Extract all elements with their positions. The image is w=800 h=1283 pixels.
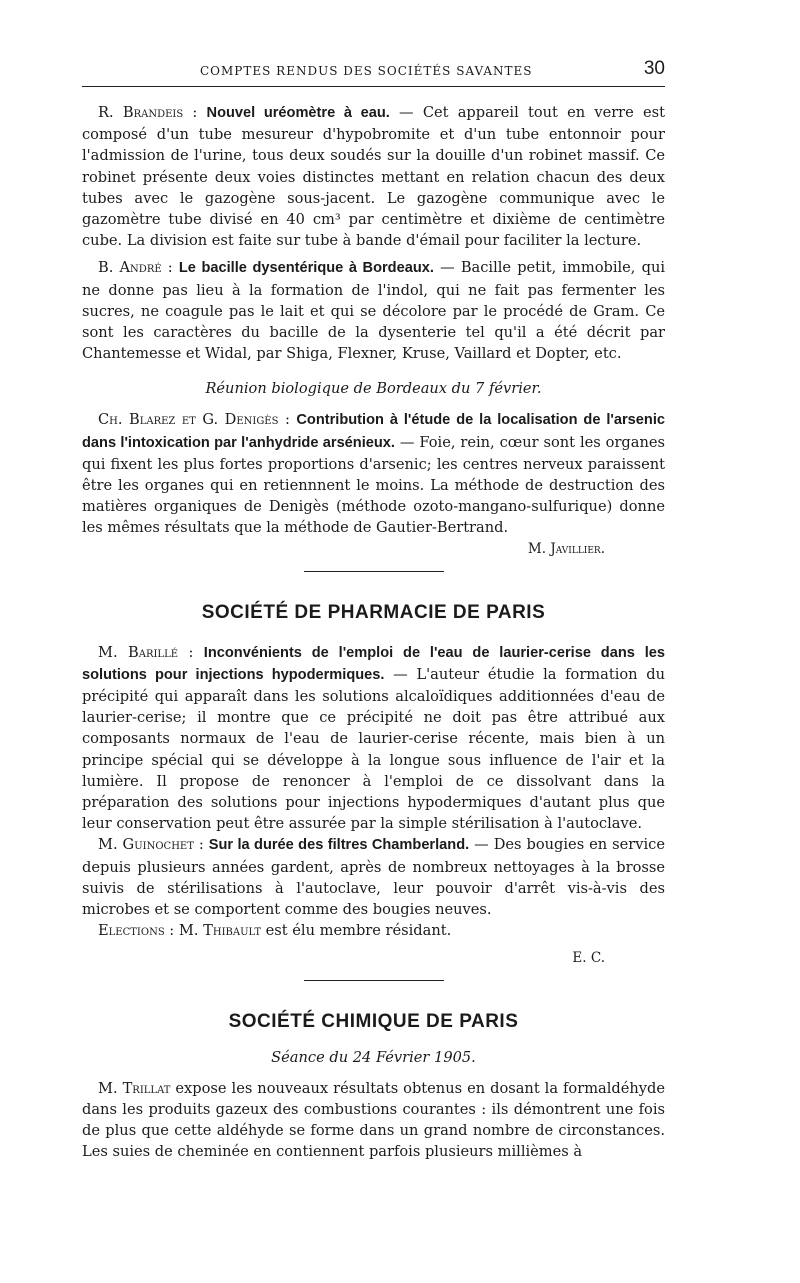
article-title: Inconvénients de l'emploi de l'eau de laurier-cerise dans les solutions pour injections hypodermiques. [82, 644, 665, 683]
author: Ch. Blarez et G. Denigès : [98, 411, 290, 429]
signature: E. C. [572, 949, 605, 966]
paragraph-text: — Des bougies en service depuis plusieurs années gardent, après de nombreux nettoyages à la brosse suivis de stérilisations à l'autoclave, leur pouvoir d'arrêt vis-à-vis des microbes et se comportent comme des bougies neuves. [82, 836, 665, 919]
divider [304, 571, 444, 572]
text: est élu membre résidant. [261, 922, 452, 940]
author: M. Trillat [98, 1079, 171, 1097]
paragraph-guinochet [82, 834, 665, 920]
author: B. André : [98, 259, 173, 277]
paragraph-trillat [82, 1078, 665, 1163]
page-header [82, 60, 665, 87]
author: M. Guinochet : [98, 836, 204, 854]
article-title: Sur la durée des filtres Chamberland. [208, 837, 470, 854]
meeting-heading: Séance du 24 Février 1905. [271, 1048, 476, 1066]
section-title: SOCIÉTÉ DE PHARMACIE DE PARIS [201, 601, 546, 623]
label: Elections : [98, 922, 175, 940]
author: M. Barillé : [98, 643, 194, 661]
paragraph-brandeis [82, 102, 665, 251]
name: Thibault [203, 922, 262, 940]
text: M. [174, 922, 204, 940]
meeting-heading: Réunion biologique de Bordeaux du 7 février. [205, 380, 542, 398]
page-number: 30 [643, 58, 665, 79]
paragraph-text: — Bacille petit, immobile, qui ne donne pas lieu à la formation de l'indol, qui ne fait pas fermenter les sucres, ne coagule pas le lait et qui se décolore par le procédé de Gram. Ce sont les caractères du bacille de la dysenterie tel qu'il a été décrit par Chantemesse et Widal, par Shiga, Flexner, Kruse, Vaillard et Dopter, etc. [82, 259, 666, 363]
divider [304, 980, 444, 981]
article-title: Le bacille dysentérique à Bordeaux. [178, 260, 434, 277]
paragraph-blarez [82, 409, 665, 538]
paragraph-text: — Cet appareil tout en verre est composé d'un tube mesureur d'hypobromite et d'un tube entonnoir pour l'admission de l'urine, tous deux soudés sur la douille d'un robinet massif. Ce robinet présente deux voies distinctes mettant en relation chacun des deux tubes avec le gazogène sous-jacent. Le gazogène communique avec le gazomètre tube divisé en 40 cm³ par centimètre et dixième de centimètre cube. La division est faite sur tube à bande d'émail pour faciliter la lecture. [82, 104, 666, 250]
article-title: Nouvel uréomètre à eau. [206, 105, 390, 121]
signature: M. Javillier. [527, 540, 605, 557]
paragraph-barille [82, 642, 665, 835]
paragraph-andre [82, 257, 665, 364]
paragraph-text: — Foie, rein, cœur sont les organes qui fixent les plus fortes proportions d'arsenic; les centres nerveux paraissent être les organes qui en retiennnent le moins. La méthode de destruction des matières organiques de Denigès (méthode ozoto-mangano-sulfurique) donne les mêmes résultats que la méthode de Gautier-Bertrand. [82, 433, 665, 537]
paragraph-text: expose les nouveaux résultats obtenus en dosant la formaldéhyde dans les produits gazeux des combustions courantes : ils démontrent une fois de plus que cette aldéhyde se forme dans un grand nombre de circonstances. Les suies de cheminée en contiennent parfois plusieurs millièmes à [82, 1079, 666, 1161]
paragraph-text: — L'auteur étudie la formation du précipité qui apparaît dans les solutions alcaloïdiques additionnées d'eau de laurier-cerise; il montre que ce précipité ne doit pas être attribué aux composants normaux de l'eau de laurier-cerise récente, mais bien à un principe spécial qui se développe à la longue sous influence de l'air et la lumière. Il propose de renoncer à l'emploi de ce dissolvant dans la préparation des solutions pour injections hypodermiques d'autant plus que leur conservation peut être assurée par la simple stérilisation à l'autoclave. [82, 665, 666, 833]
article-title: Contribution à l'étude de la localisation de l'arsenic dans l'intoxication par l'anhydride arsénieux. [82, 412, 666, 451]
author: R. Brandeis : [98, 104, 198, 121]
running-title: COMPTES RENDUS DES SOCIÉTÉS SAVANTES [200, 64, 533, 78]
page-body [82, 102, 665, 1162]
section-title: SOCIÉTÉ CHIMIQUE DE PARIS [228, 1010, 519, 1032]
paragraph-elections [82, 920, 665, 941]
